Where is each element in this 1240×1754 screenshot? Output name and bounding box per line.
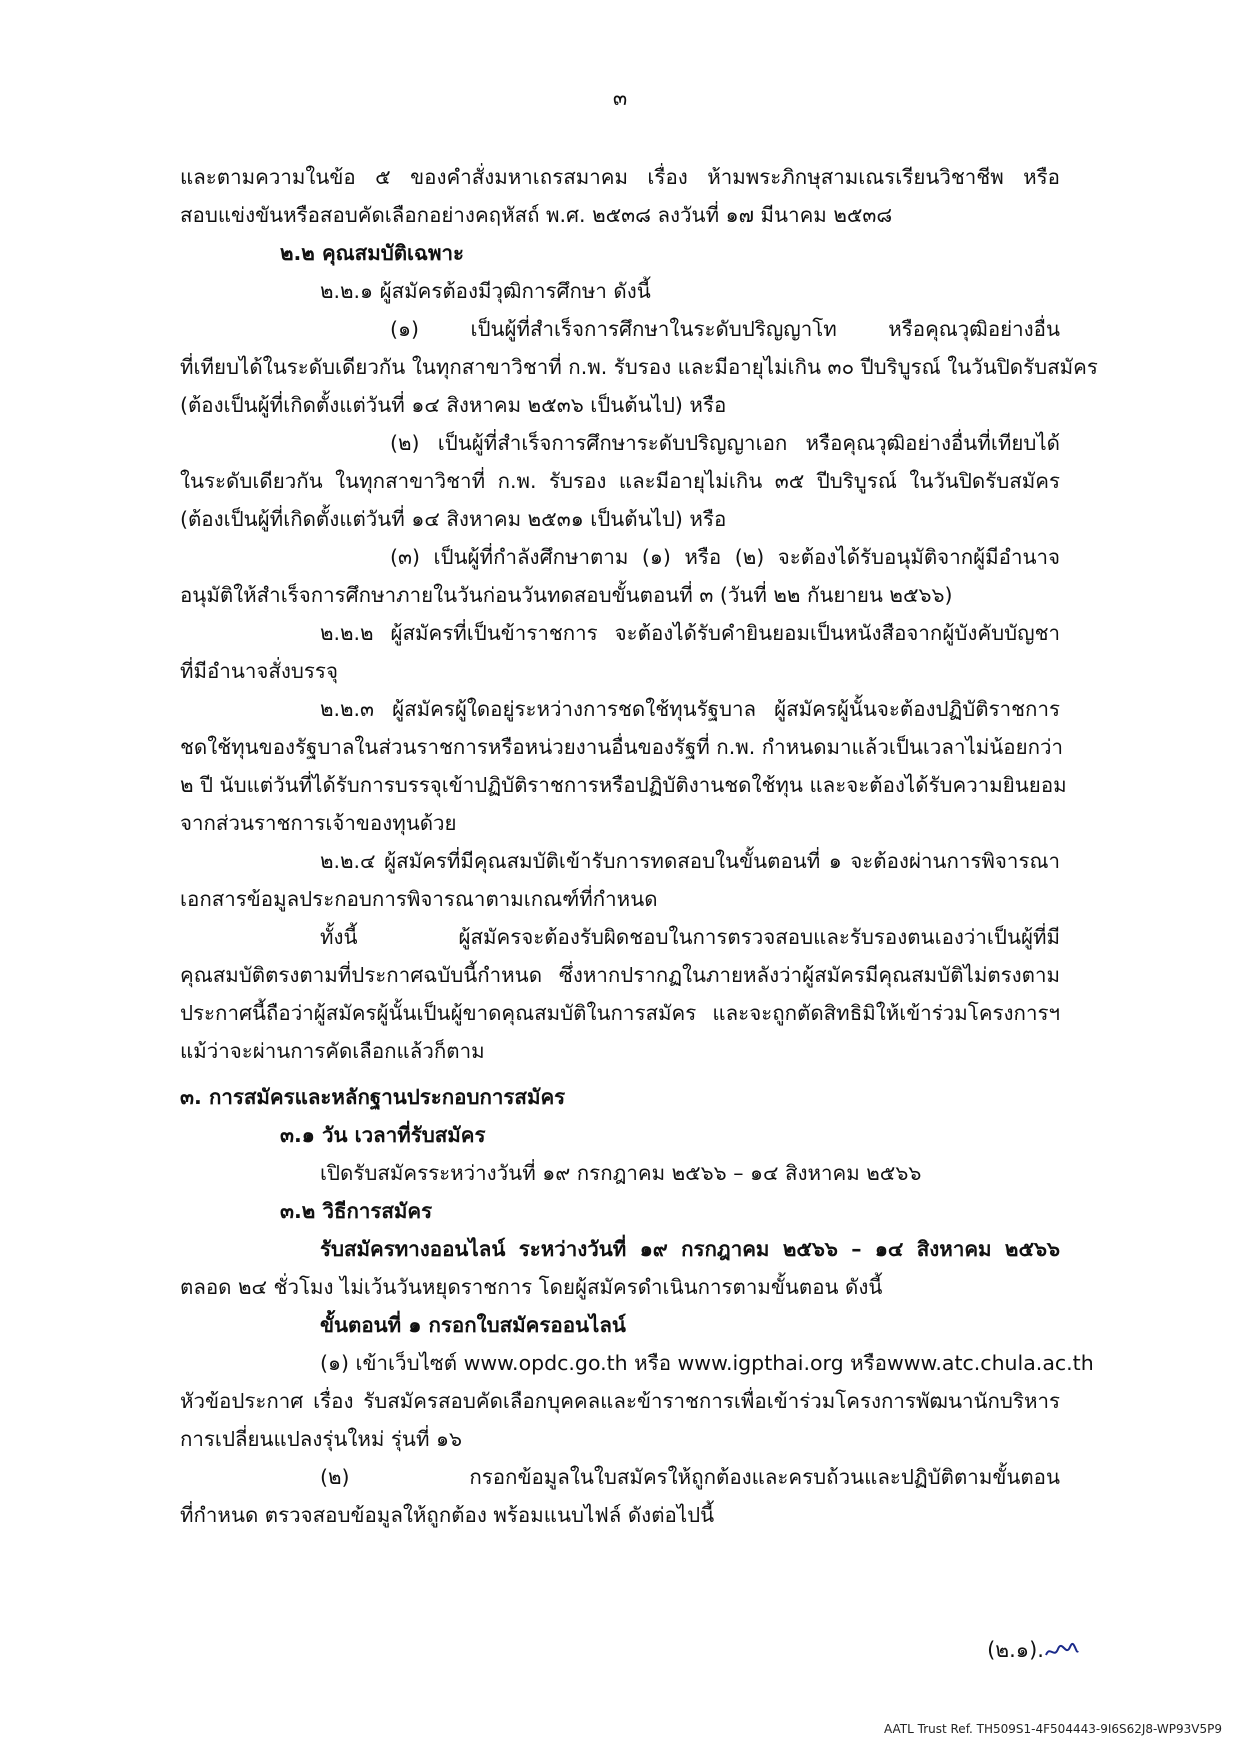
body-line: ๓.๒ วิธีการสมัคร bbox=[280, 1199, 433, 1223]
body-line: การเปลี่ยนแปลงรุ่นใหม่ รุ่นที่ ๑๖ bbox=[180, 1427, 462, 1451]
body-line: จากส่วนราชการเจ้าของทุนด้วย bbox=[180, 811, 457, 835]
body-line: ทั้งนี้ ผู้สมัครจะต้องรับผิดชอบในการตรวจสอบและรับรองตนเองว่าเป็นผู้ที่มี bbox=[320, 925, 1060, 949]
body-line: ๓.๑ วัน เวลาที่รับสมัคร bbox=[280, 1123, 486, 1147]
body-line: และตามความในข้อ ๕ ของคำสั่งมหาเถรสมาคม เรื่อง ห้ามพระภิกษุสามเณรเรียนวิชาชีพ หรือ bbox=[180, 165, 1060, 189]
body-line: เปิดรับสมัครระหว่างวันที่ ๑๙ กรกฎาคม ๒๕๖๖ – ๑๔ สิงหาคม ๒๕๖๖ bbox=[320, 1161, 922, 1185]
body-line: (๒) เป็นผู้ที่สำเร็จการศึกษาระดับปริญญาเอก หรือคุณวุฒิอย่างอื่นที่เทียบได้ bbox=[390, 431, 1060, 455]
body-line: ในระดับเดียวกัน ในทุกสาขาวิชาที่ ก.พ. รับรอง และมีอายุไม่เกิน ๓๕ ปีบริบูรณ์ ในวันปิดรับสมัคร bbox=[180, 469, 1060, 493]
body-line: ๒ ปี นับแต่วันที่ได้รับการบรรจุเข้าปฏิบัติราชการหรือปฏิบัติงานชดใช้ทุน และจะต้องได้รับความยินยอม bbox=[180, 773, 1067, 797]
continuation-marker bbox=[987, 1634, 1080, 1667]
body-line: ขั้นตอนที่ ๑ กรอกใบสมัครออนไลน์ bbox=[320, 1313, 626, 1337]
body-line: ๒.๒.๔ ผู้สมัครที่มีคุณสมบัติเข้ารับการทดสอบในขั้นตอนที่ ๑ จะต้องผ่านการพิจารณา bbox=[320, 849, 1060, 873]
body-line: (ต้องเป็นผู้ที่เกิดตั้งแต่วันที่ ๑๔ สิงหาคม ๒๕๓๖ เป็นต้นไป) หรือ bbox=[180, 393, 727, 417]
body-line: ประกาศนี้ถือว่าผู้สมัครผู้นั้นเป็นผู้ขาดคุณสมบัติในการสมัคร และจะถูกตัดสิทธิมิให้เข้าร่วมโครงการฯ bbox=[180, 1001, 1060, 1025]
initials-signature-icon bbox=[1044, 1641, 1080, 1661]
body-line: (๑) เป็นผู้ที่สำเร็จการศึกษาในระดับปริญญาโท หรือคุณวุฒิอย่างอื่น bbox=[390, 317, 1060, 341]
body-line: ที่มีอำนาจสั่งบรรจุ bbox=[180, 659, 338, 683]
body-line: (๒) กรอกข้อมูลในใบสมัครให้ถูกต้องและครบถ้วนและปฏิบัติตามขั้นตอน bbox=[320, 1465, 1060, 1489]
body-line: (ต้องเป็นผู้ที่เกิดตั้งแต่วันที่ ๑๔ สิงหาคม ๒๕๓๑ เป็นต้นไป) หรือ bbox=[180, 507, 727, 531]
body-line: เอกสารข้อมูลประกอบการพิจารณาตามเกณฑ์ที่กำหนด bbox=[180, 887, 658, 911]
body-line: ๒.๒.๑ ผู้สมัครต้องมีวุฒิการศึกษา ดังนี้ bbox=[320, 279, 651, 303]
body-line: ชดใช้ทุนของรัฐบาลในส่วนราชการหรือหน่วยงานอื่นของรัฐที่ ก.พ. กำหนดมาแล้วเป็นเวลาไม่น้อยกว่า bbox=[180, 735, 1064, 759]
continuation-text: (๒.๑). bbox=[987, 1638, 1044, 1662]
trust-reference: AATL Trust Ref. TH509S1-4F504443-9I6S62J8-WP93V5P9 bbox=[883, 1722, 1222, 1736]
body-line: หัวข้อประกาศ เรื่อง รับสมัครสอบคัดเลือกบุคคลและข้าราชการเพื่อเข้าร่วมโครงการพัฒนานักบริหาร bbox=[180, 1389, 1060, 1413]
body-line: ที่กำหนด ตรวจสอบข้อมูลให้ถูกต้อง พร้อมแนบไฟล์ ดังต่อไปนี้ bbox=[180, 1503, 715, 1527]
body-line: ที่เทียบได้ในระดับเดียวกัน ในทุกสาขาวิชาที่ ก.พ. รับรอง และมีอายุไม่เกิน ๓๐ ปีบริบูรณ์ ในวันปิดรับสมัคร bbox=[180, 355, 1098, 379]
body-line: ๓. การสมัครและหลักฐานประกอบการสมัคร bbox=[180, 1085, 566, 1109]
body-line: แม้ว่าจะผ่านการคัดเลือกแล้วก็ตาม bbox=[180, 1039, 485, 1063]
body-line: รับสมัครทางออนไลน์ ระหว่างวันที่ ๑๙ กรกฎาคม ๒๕๖๖ – ๑๔ สิงหาคม ๒๕๖๖ bbox=[320, 1237, 1060, 1261]
page-number: ๓ bbox=[612, 86, 628, 110]
body-line: (๑) เข้าเว็บไซต์ www.opdc.go.th หรือ www.igpthai.org หรือwww.atc.chula.ac.th bbox=[320, 1351, 1094, 1375]
body-line: ๒.๒.๓ ผู้สมัครผู้ใดอยู่ระหว่างการชดใช้ทุนรัฐบาล ผู้สมัครผู้นั้นจะต้องปฏิบัติราชการ bbox=[320, 697, 1060, 721]
body-line: ๒.๒ คุณสมบัติเฉพาะ bbox=[280, 241, 465, 265]
body-line: อนุมัติให้สำเร็จการศึกษาภายในวันก่อนวันทดสอบขั้นตอนที่ ๓ (วันที่ ๒๒ กันยายน ๒๕๖๖) bbox=[180, 583, 953, 607]
body-line: คุณสมบัติตรงตามที่ประกาศฉบับนี้กำหนด ซึ่งหากปรากฏในภายหลังว่าผู้สมัครมีคุณสมบัติไม่ตรงตาม bbox=[180, 963, 1060, 987]
body-line: สอบแข่งขันหรือสอบคัดเลือกอย่างคฤหัสถ์ พ.ศ. ๒๕๓๘ ลงวันที่ ๑๗ มีนาคม ๒๕๓๘ bbox=[180, 203, 893, 227]
body-line: ตลอด ๒๔ ชั่วโมง ไม่เว้นวันหยุดราชการ โดยผู้สมัครดำเนินการตามขั้นตอน ดังนี้ bbox=[180, 1275, 883, 1299]
body-line: (๓) เป็นผู้ที่กำลังศึกษาตาม (๑) หรือ (๒) จะต้องได้รับอนุมัติจากผู้มีอำนาจ bbox=[390, 545, 1060, 569]
body-line: ๒.๒.๒ ผู้สมัครที่เป็นข้าราชการ จะต้องได้รับคำยินยอมเป็นหนังสือจากผู้บังคับบัญชา bbox=[320, 621, 1060, 645]
